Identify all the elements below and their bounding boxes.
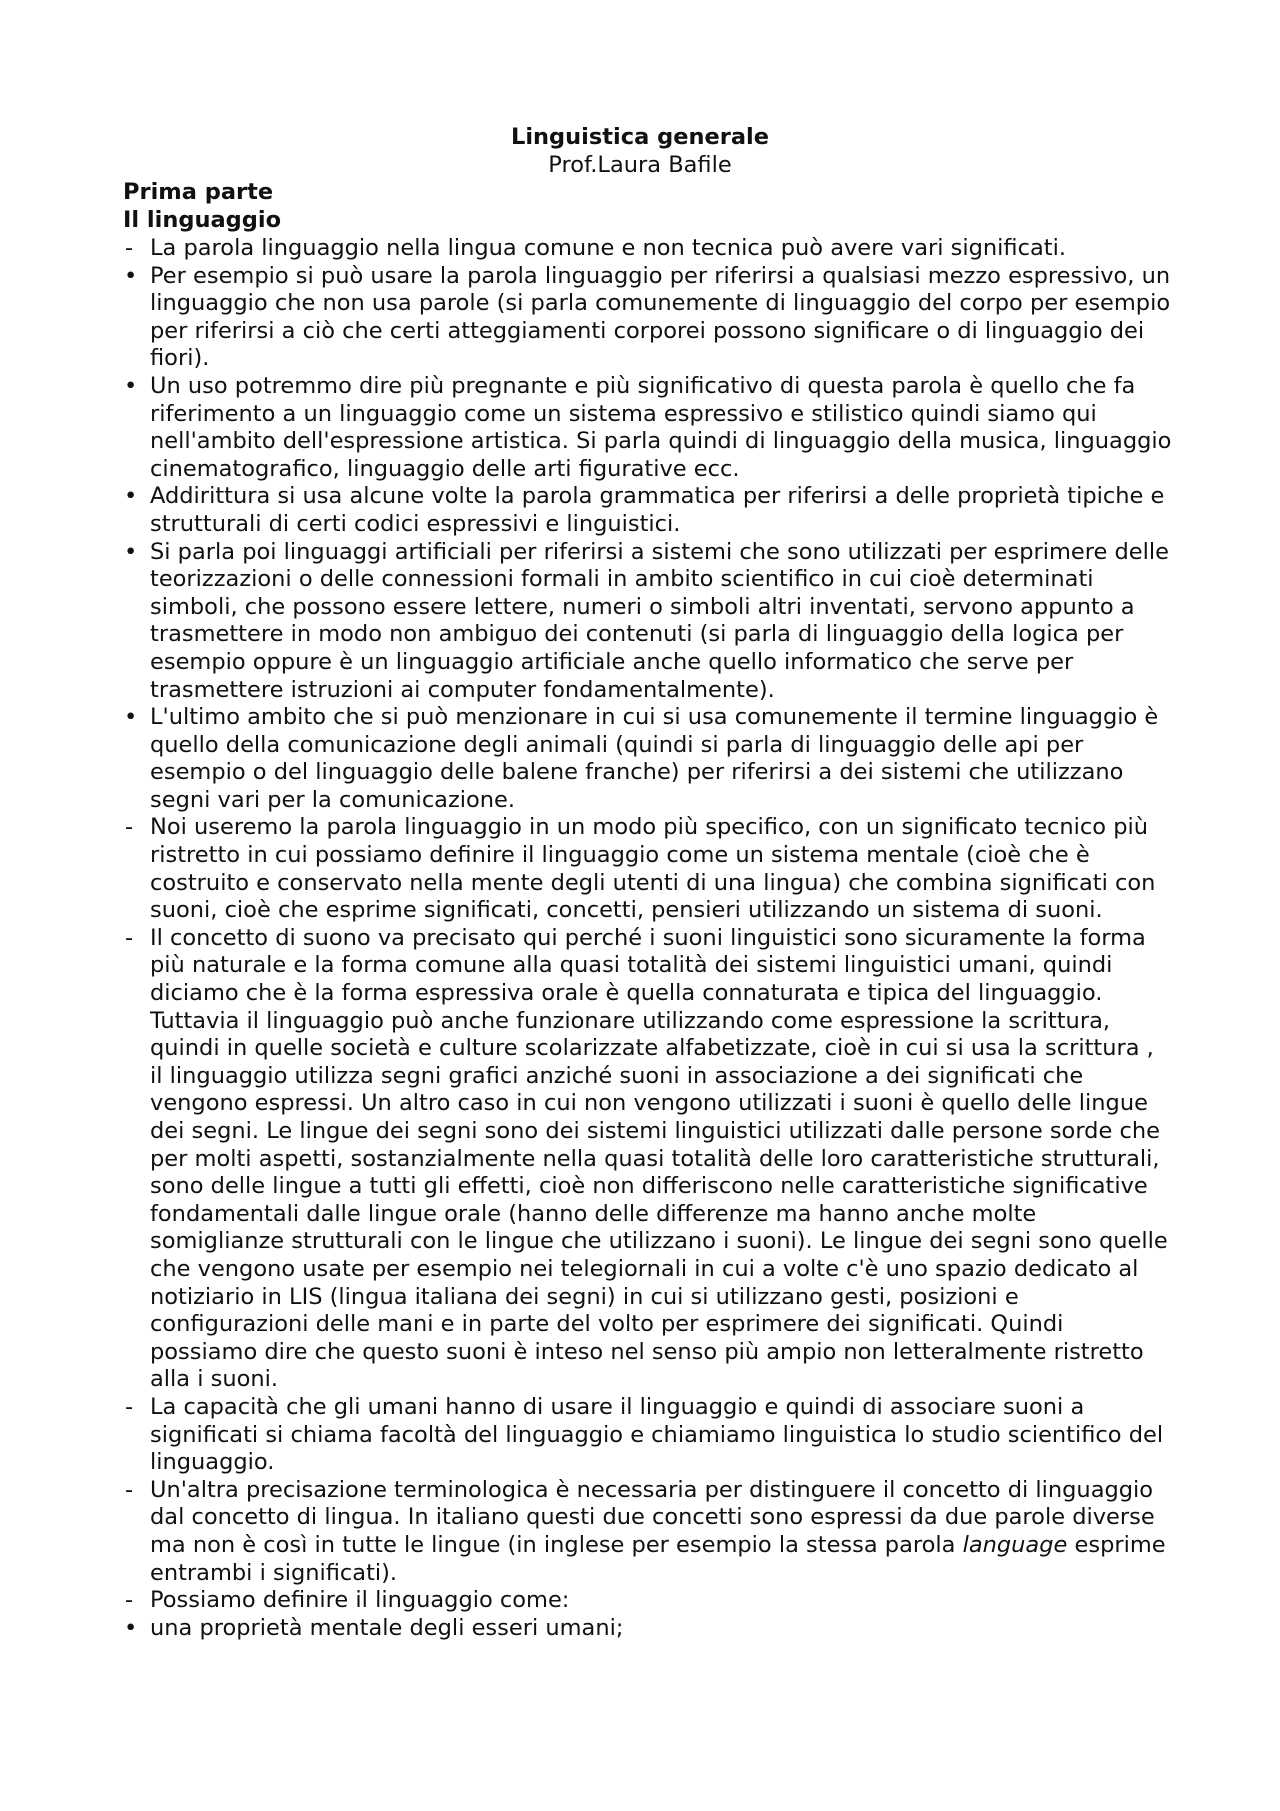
dash-marker: - <box>125 235 134 261</box>
list-item-text: L'ultimo ambito che si può menzionare in cui si usa comunemente il termine linguaggio è quello della comunicazione degli animali (quindi si parla di linguaggio delle api per esempio o del linguaggio delle balene franche) per riferirsi a dei sistemi che utilizzano segni vari per la comunicazione. <box>150 704 1159 813</box>
bullet-marker: • <box>124 1614 138 1641</box>
list-item-text: Possiamo definire il linguaggio come: <box>150 1587 570 1614</box>
section-heading: Il linguaggio <box>123 206 282 233</box>
section-headings <box>123 179 281 234</box>
document-title: Linguistica generale <box>510 124 769 150</box>
list-item-text: Addirittura si usa alcune volte la parola grammatica per riferirsi a delle proprietà tipiche e strutturali di certi codici espressivi e linguistici. <box>150 483 1165 537</box>
list-item-text: Un uso potremmo dire più pregnante e più significativo di questa parola è quello che fa riferimento a un linguaggio come un sistema espressivo e stilistico quindi siamo qui nell'ambito dell'espressione artistica. Si parla quindi di linguaggio della musica, linguaggio cinematografico, linguaggio delle arti figurative ecc. <box>150 372 1172 482</box>
list-item-text: La parola linguaggio nella lingua comune e non tecnica può avere vari significati. <box>150 235 1066 261</box>
list-item-text-after: esprime entrambi i significati). <box>150 1531 1166 1586</box>
bullet-marker: • <box>124 538 138 565</box>
dash-marker: - <box>125 1393 134 1420</box>
bullet-marker: • <box>124 483 138 510</box>
list-item <box>123 373 1173 483</box>
list-item-text: Noi useremo la parola linguaggio in un modo più specifico, con un significato tecnico più ristretto in cui possiamo definire il linguaggio come un sistema mentale (cioè che è costruito e conservato nella mente degli utenti di una lingua) che combina significati con suoni, cioè che esprime significati, concetti, pensieri utilizzando un sistema di suoni. <box>150 814 1156 924</box>
list-item <box>123 235 1173 263</box>
list-item-text: Il concetto di suono va precisato qui perché i suoni linguistici sono sicuramente la forma più naturale e la forma comune alla quasi totalità dei sistemi linguistici umani, quindi diciamo che è la forma espressiva orale è quella connaturata e tipica del linguaggio. Tuttavia il linguaggio può anche funzionare utilizzando come espressione la scrittura, quindi in quelle società e culture scolarizzate alfabetizzate, cioè in cui si usa la scrittura , il linguaggio utilizza segni grafici anziché suoni in associazione a dei significati che vengono espressi. Un altro caso in cui non vengono utilizzati i suoni è quello delle lingue dei segni. Le lingue dei segni sono dei sistemi linguistici utilizzati dalle persone sorde che per molti aspetti, sostanzialmente nella quasi totalità delle loro caratteristiche strutturali, sono delle lingue a tutti gli effetti, cioè non differiscono nelle caratteristiche significative fondamentali dalle lingue orale (hanno delle differenze ma hanno anche molte somiglianze strutturali con le lingue che utilizzano i suoni). Le lingue dei segni sono quelle che vengono usate per esempio nei telegiornali in cui a volte c'è uno spazio dedicato al notiziario in LIS (lingua italiana dei segni) in cui si utilizzano gesti, posizioni e configurazioni delle mani e in parte del volto per esprimere dei significati. Quindi possiamo dire che questo suoni è inteso nel senso più ampio non letteralmente ristretto alla i suoni. <box>150 924 1168 1393</box>
dash-marker: - <box>125 1476 134 1503</box>
bullet-marker: • <box>124 262 138 289</box>
list-item <box>123 263 1173 373</box>
document-header <box>0 124 1280 179</box>
part-heading: Prima parte <box>123 179 274 205</box>
bullet-marker: • <box>124 704 138 731</box>
list-item <box>123 1477 1173 1587</box>
list-item-text: Per esempio si può usare la parola linguaggio per riferirsi a qualsiasi mezzo espressivo, un linguaggio che non usa parole (si parla comunemente di linguaggio del corpo per esempio per riferirsi a ciò che certi atteggiamenti corporei possono significare o di linguaggio dei fiori). <box>150 262 1171 372</box>
dash-marker: - <box>125 924 134 951</box>
list-item <box>123 1587 1173 1615</box>
list-item <box>123 1615 1173 1643</box>
italic-term: language <box>962 1531 1068 1558</box>
list-item-text: La capacità che gli umani hanno di usare il linguaggio e quindi di associare suoni a significati si chiama facoltà del linguaggio e chiamiamo linguistica lo studio scientifico del linguaggio. <box>150 1393 1164 1476</box>
list-item-text: una proprietà mentale degli esseri umani; <box>150 1614 624 1641</box>
list-item <box>123 704 1173 814</box>
list-item <box>123 925 1173 1394</box>
list-item <box>123 539 1173 705</box>
list-item <box>123 814 1173 924</box>
list-item-text-before: Un'altra precisazione terminologica è necessaria per distinguere il concetto di linguaggio dal concetto di lingua. In italiano questi due concetti sono espressi da due parole diverse ma non è così in tutte le lingue (in inglese per esempio la stessa parola <box>150 1476 1155 1558</box>
notes-list <box>123 235 1173 1642</box>
document-author: Prof.Laura Bafile <box>548 151 732 178</box>
list-item-text: Si parla poi linguaggi artificiali per riferirsi a sistemi che sono utilizzati per esprimere delle teorizzazioni o delle connessioni formali in ambito scientifico in cui cioè determinati simboli, che possono essere lettere, numeri o simboli altri inventati, servono appunto a trasmettere in modo non ambiguo dei contenuti (si parla di linguaggio della logica per esempio oppure è un linguaggio artificiale anche quello informatico che serve per trasmettere istruzioni ai computer fondamentalmente). <box>150 538 1169 703</box>
list-item <box>123 1394 1173 1477</box>
list-item <box>123 483 1173 538</box>
dash-marker: - <box>125 814 134 841</box>
bullet-marker: • <box>124 372 138 399</box>
dash-marker: - <box>125 1587 134 1614</box>
list-item-text <box>150 1477 1166 1586</box>
